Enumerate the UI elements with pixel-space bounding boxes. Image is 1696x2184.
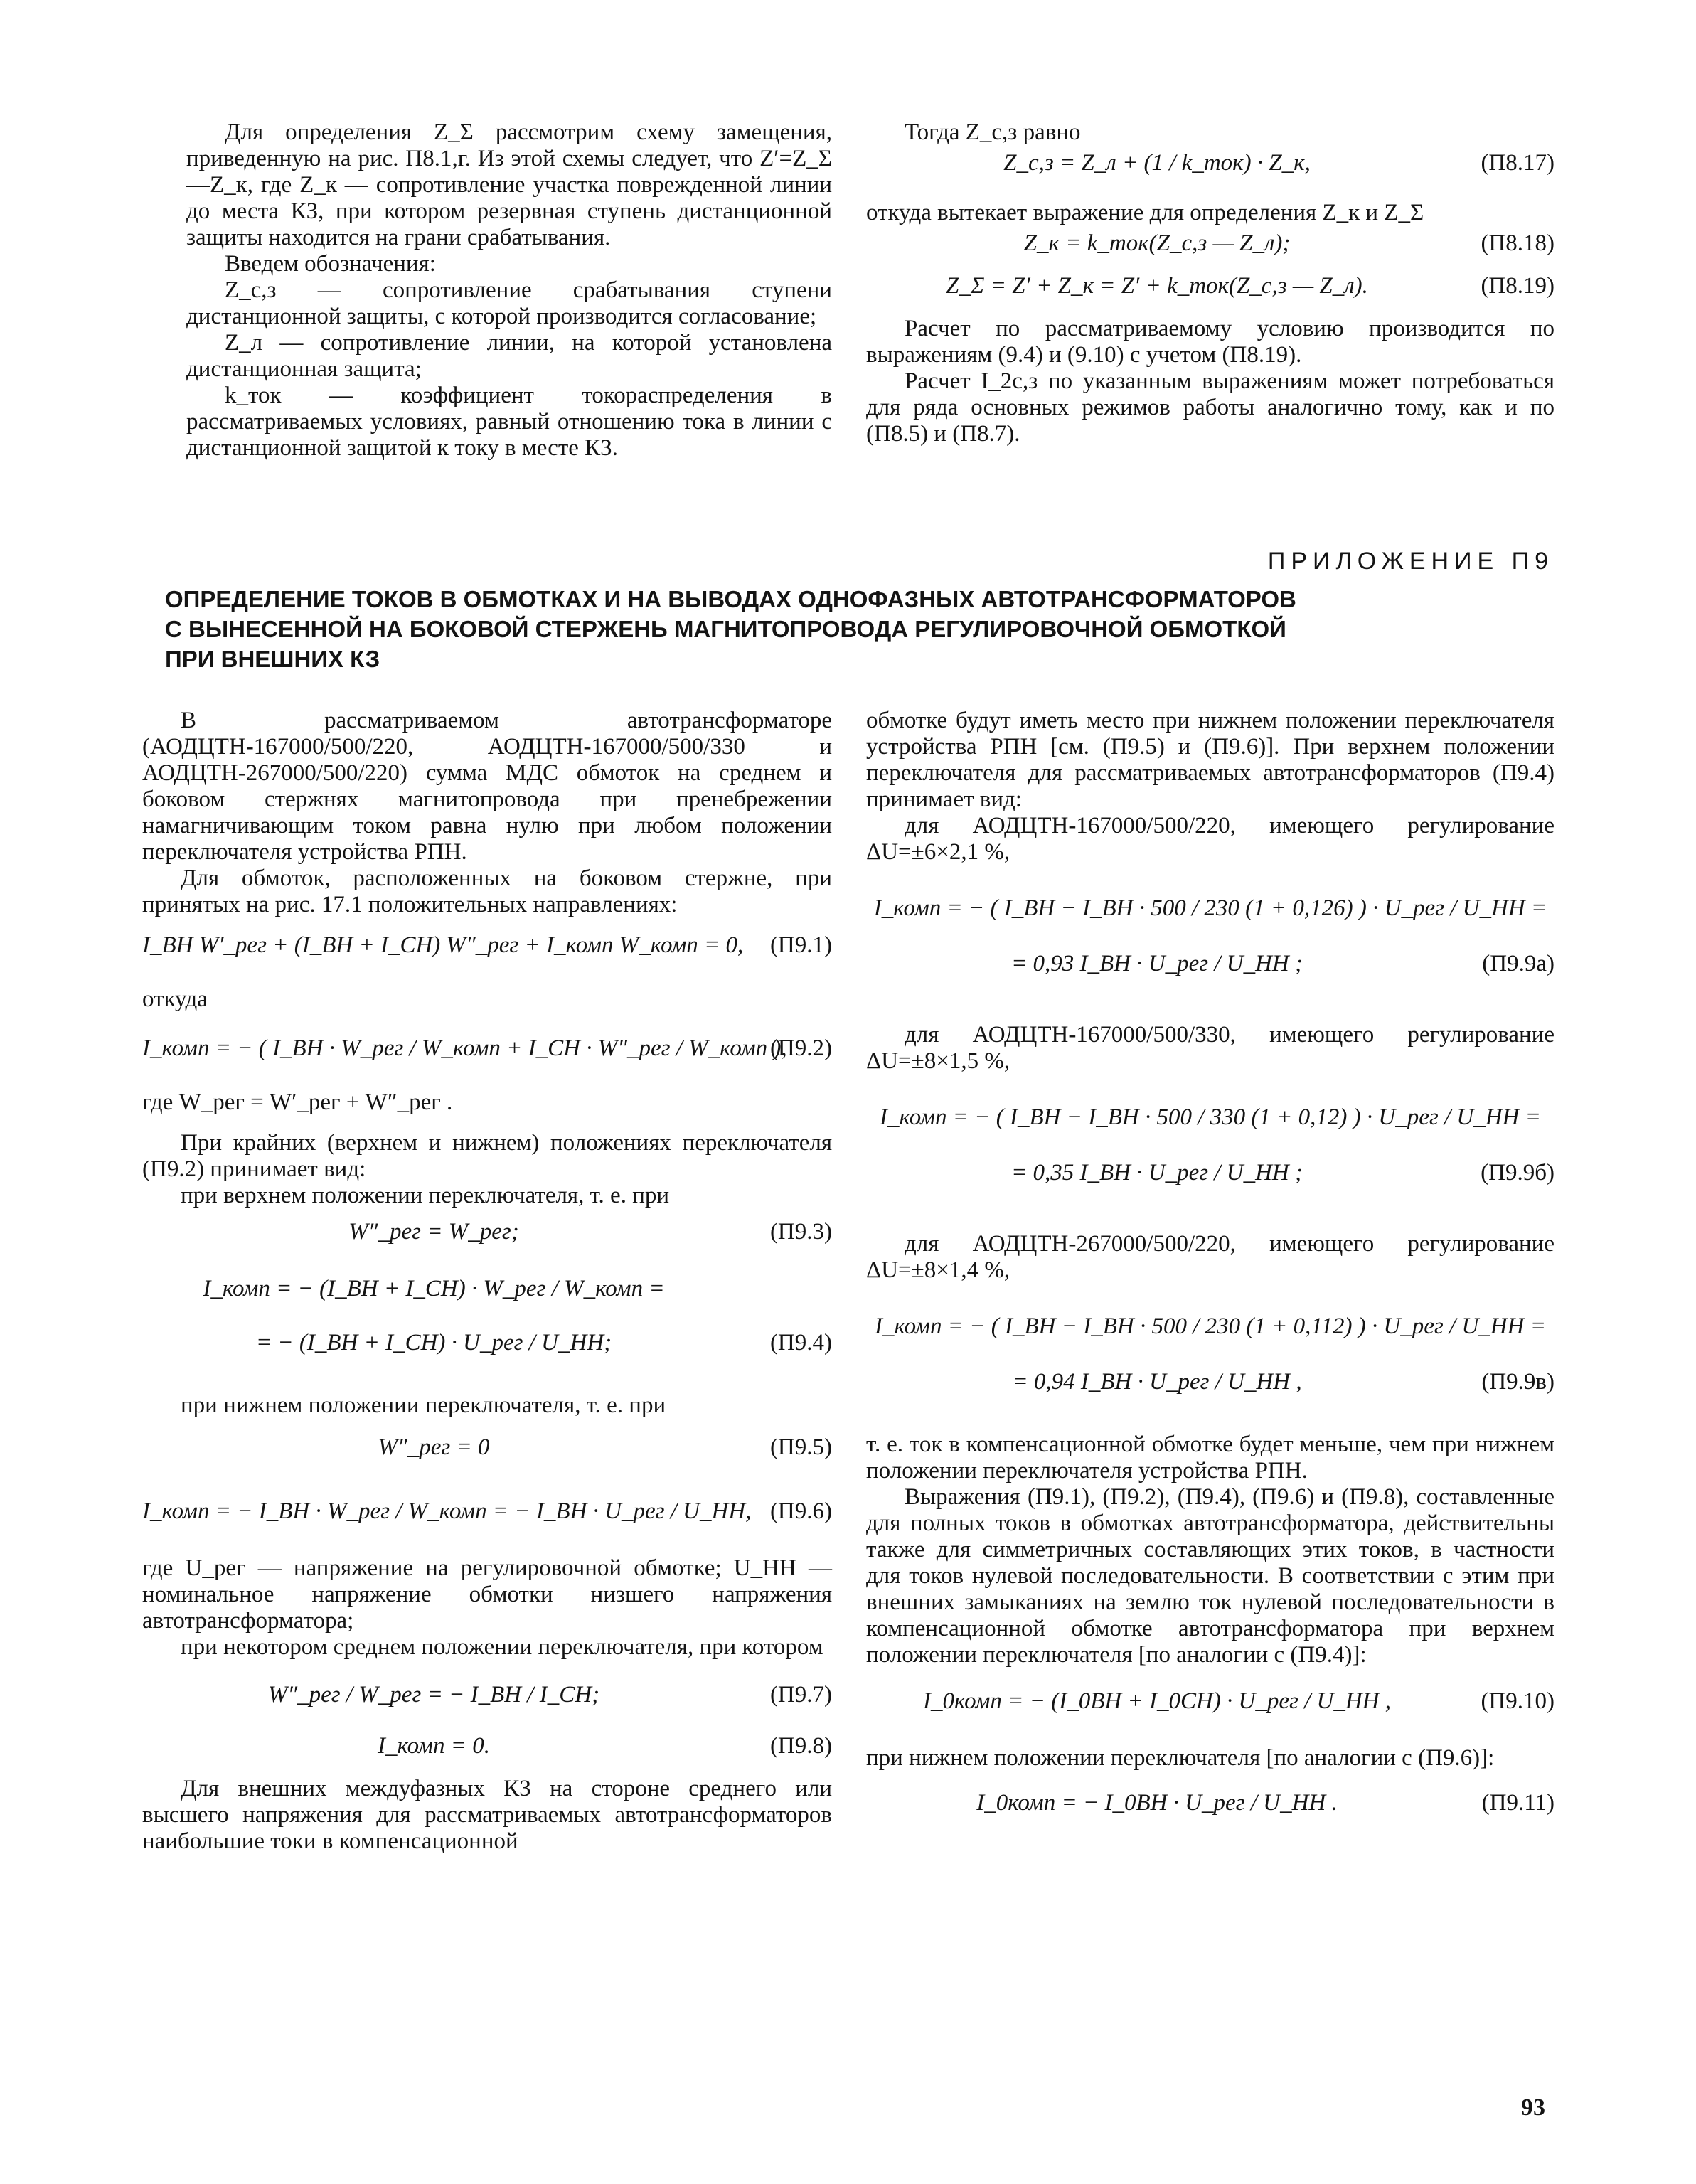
- formula-p9-9c: [866, 1291, 1554, 1412]
- formula-body: = 0,94 I_ВН · U_рег / U_НН ,: [1012, 1369, 1302, 1395]
- formula-number: (П8.18): [1481, 230, 1554, 256]
- formula-body: = 0,35 I_ВН · U_рег / U_НН ;: [1010, 1160, 1303, 1186]
- page-number: 93: [1521, 2094, 1545, 2121]
- paragraph: Для обмоток, расположенных на боковом стержне, при принятых на рис. 17.1 положительных направлениях:: [142, 865, 832, 917]
- paragraph: Для определения Z_Σ рассмотрим схему замещения, приведенную на рис. П8.1,г. Из этой схемы следует, что Z′=Z_Σ—Z_к, где Z_к — сопротивление участка поврежденной линии до места КЗ, при котором резервная ступень дистанционной защиты находится на грани срабатывания.: [186, 119, 832, 250]
- paragraph: откуда вытекает выражение для определения Z_к и Z_Σ: [866, 200, 1424, 225]
- formula-body: I_комп = − ( I_ВН · W_рег / W_комп + I_СН · W″_рег / W_комп ),: [142, 1035, 787, 1061]
- appendix-title: [165, 585, 1552, 674]
- formula-body: I_комп = − ( I_ВН − I_ВН · 500 / 230 (1 + 0,112) ) · U_рег / U_НН =: [875, 1314, 1546, 1339]
- formula-p8-17: [866, 150, 1554, 196]
- paragraph: для АОДЦТН-167000/500/330, имеющего регулирование ΔU=±8×1,5 %,: [866, 1022, 1554, 1074]
- formula-number: (П8.17): [1481, 150, 1554, 176]
- formula-number: (П9.10): [1481, 1688, 1554, 1714]
- paragraph: Расчет по рассматриваемому условию производится по выражениям (9.4) и (9.10) с учетом (П8.19).: [866, 316, 1554, 368]
- appendix-label: ПРИЛОЖЕНИЕ П9: [1267, 548, 1554, 575]
- paragraph: для АОДЦТН-167000/500/220, имеющего регулирование ΔU=±6×2,1 %,: [866, 813, 1554, 865]
- right-column: [866, 708, 1554, 1844]
- formula-body: I_комп = − ( I_ВН − I_ВН · 500 / 230 (1 + 0,126) ) · U_рег / U_НН =: [873, 895, 1547, 921]
- formula-body: Z_Σ = Z′ + Z_к = Z′ + k_ток(Z_с,з — Z_л).: [946, 273, 1368, 299]
- formula-number: (П9.5): [769, 1434, 832, 1460]
- formula-p9-9a: [866, 873, 1554, 994]
- formula-body: Z_с,з = Z_л + (1 / k_ток) · Z_к,: [1003, 150, 1311, 176]
- formula-body: I_комп = 0.: [378, 1733, 490, 1759]
- paragraph: В рассматриваемом автотрансформаторе (АОДЦТН-167000/500/220, АОДЦТН-167000/500/330 и АОДЦТН-267000/500/220) сумма МДС обмоток на среднем и боковом стержнях магнитопровода при пренебрежении намагничивающим током равна нулю при любом положении переключателя устройства РПН.: [142, 708, 832, 865]
- formula-body: I_ВН W′_рег + (I_ВН + I_СН) W″_рег + I_комп W_комп = 0,: [142, 932, 744, 958]
- paragraph: для АОДЦТН-267000/500/220, имеющего регулирование ΔU=±8×1,4 %,: [866, 1231, 1554, 1283]
- paragraph: Введем обозначения:: [225, 251, 436, 277]
- paragraph: k_ток — коэффициент токораспределения в рассматриваемых условиях, равный отношению тока в линии с дистанционной защитой к току в месте КЗ.: [186, 383, 832, 461]
- appendix-title-line: С ВЫНЕСЕННОЙ НА БОКОВОЙ СТЕРЖЕНЬ МАГНИТОПРОВОДА РЕГУЛИРОВОЧНОЙ ОБМОТКОЙ: [165, 616, 1286, 642]
- formula-p9-9b: [866, 1082, 1554, 1203]
- appendix-title-line: ОПРЕДЕЛЕНИЕ ТОКОВ В ОБМОТКАХ И НА ВЫВОДАХ ОДНОФАЗНЫХ АВТОТРАНСФОРМАТОРОВ: [165, 586, 1296, 612]
- paragraph: при нижнем положении переключателя [по аналогии с (П9.6)]:: [866, 1745, 1495, 1771]
- formula-p9-4: [142, 1269, 832, 1375]
- paragraph: где W_рег = W′_рег + W″_рег .: [142, 1090, 453, 1115]
- paragraph: Z_с,з — сопротивление срабатывания ступени дистанционной защиты, с которой производится согласование;: [186, 277, 832, 329]
- formula-number: (П9.9в): [1481, 1369, 1554, 1395]
- paragraph: откуда: [142, 986, 208, 1012]
- formula-p8-19: [866, 273, 1554, 311]
- formula-number: (П9.2): [769, 1035, 832, 1061]
- formula-number: (П9.8): [769, 1733, 832, 1759]
- formula-number: (П9.4): [769, 1330, 832, 1355]
- paragraph: Тогда Z_с,з равно: [905, 119, 1081, 145]
- formula-body: = 0,93 I_ВН · U_рег / U_НН ;: [1010, 951, 1303, 976]
- formula-number: (П9.9а): [1482, 951, 1554, 976]
- formula-body: = − (I_ВН + I_СН) · U_рег / U_НН;: [255, 1330, 612, 1355]
- paragraph: Выражения (П9.1), (П9.2), (П9.4), (П9.6) и (П9.8), составленные для полных токов в обмотках автотрансформатора, действительны также для симметричных составляющих этих токов, в частности для токов нулевой последовательности. В соответствии с этим при внешних замыканиях на землю ток нулевой последовательности в компенсационной обмотке автотрансформатора при верхнем положении переключателя [по аналогии с (П9.4)]:: [866, 1484, 1554, 1668]
- formula-body: I_комп = − ( I_ВН − I_ВН · 500 / 330 (1 + 0,12) ) · U_рег / U_НН =: [880, 1104, 1541, 1130]
- paragraph: При крайних (верхнем и нижнем) положениях переключателя (П9.2) принимает вид:: [142, 1130, 832, 1182]
- formula-body: I_0комп = − (I_0ВН + I_0СН) · U_рег / U_НН ,: [922, 1688, 1392, 1714]
- formula-p9-3: [142, 1219, 832, 1264]
- formula-p9-8: [142, 1733, 832, 1769]
- top-right-column: [866, 119, 1554, 447]
- paragraph: Для внешних междуфазных КЗ на стороне среднего или высшего напряжения для рассматриваемых автотрансформаторов наибольшие токи в компенсационной: [142, 1776, 832, 1854]
- paragraph: при верхнем положении переключателя, т. е. при: [181, 1183, 670, 1208]
- formula-body: W″_рег / W_рег = − I_ВН / I_СН;: [267, 1682, 600, 1708]
- left-column: [142, 708, 832, 1855]
- formula-p9-10: [866, 1674, 1554, 1738]
- formula-body: I_0комп = − I_0ВН · U_рег / U_НН .: [976, 1790, 1338, 1816]
- paragraph: где U_рег — напряжение на регулировочной обмотке; U_НН — номинальное напряжение обмотки низшего напряжения автотрансформатора;: [142, 1555, 832, 1634]
- formula-body: W″_рег = W_рег;: [348, 1219, 519, 1245]
- formula-p9-1: [142, 932, 832, 982]
- appendix-title-line: ПРИ ВНЕШНИХ КЗ: [165, 646, 380, 672]
- formula-body: W″_рег = 0: [378, 1434, 490, 1460]
- formula-number: (П9.1): [769, 932, 832, 958]
- formula-p9-5: [142, 1434, 832, 1477]
- formula-number: (П9.6): [769, 1498, 832, 1524]
- paragraph: при некотором среднем положении переключателя, при котором: [181, 1634, 823, 1660]
- formula-p9-11: [866, 1776, 1554, 1840]
- formula-p9-6: [142, 1481, 832, 1545]
- formula-number: (П9.7): [769, 1682, 832, 1708]
- top-left-column: [186, 119, 832, 462]
- formula-p9-7: [142, 1665, 832, 1729]
- formula-p8-18: [866, 230, 1554, 269]
- paragraph: при нижнем положении переключателя, т. е. при: [181, 1392, 666, 1418]
- formula-body: Z_к = k_ток(Z_с,з — Z_л);: [1023, 230, 1291, 256]
- formula-body: I_комп = − I_ВН · W_рег / W_комп = − I_ВН · U_рег / U_НН,: [142, 1498, 752, 1524]
- formula-number: (П8.19): [1481, 273, 1554, 299]
- formula-body: I_комп = − (I_ВН + I_СН) · W_рег / W_комп =: [203, 1276, 665, 1301]
- formula-p9-2: [142, 1017, 832, 1085]
- formula-number: (П9.3): [769, 1219, 832, 1245]
- formula-number: (П9.9б): [1481, 1160, 1554, 1186]
- formula-number: (П9.11): [1481, 1790, 1554, 1816]
- paragraph: Z_л — сопротивление линии, на которой установлена дистанционная защита;: [186, 330, 832, 382]
- paragraph: т. е. ток в компенсационной обмотке будет меньше, чем при нижнем положении переключателя устройства РПН.: [866, 1432, 1554, 1483]
- paragraph: обмотке будут иметь место при нижнем положении переключателя устройства РПН [см. (П9.5) и (П9.6)]. При верхнем положении переключателя для рассматриваемых автотрансформаторов (П9.4) принимает вид:: [866, 708, 1554, 812]
- paragraph: Расчет I_2с,з по указанным выражениям может потребоваться для ряда основных режимов работы аналогично тому, как и по (П8.5) и (П8.7).: [866, 368, 1554, 447]
